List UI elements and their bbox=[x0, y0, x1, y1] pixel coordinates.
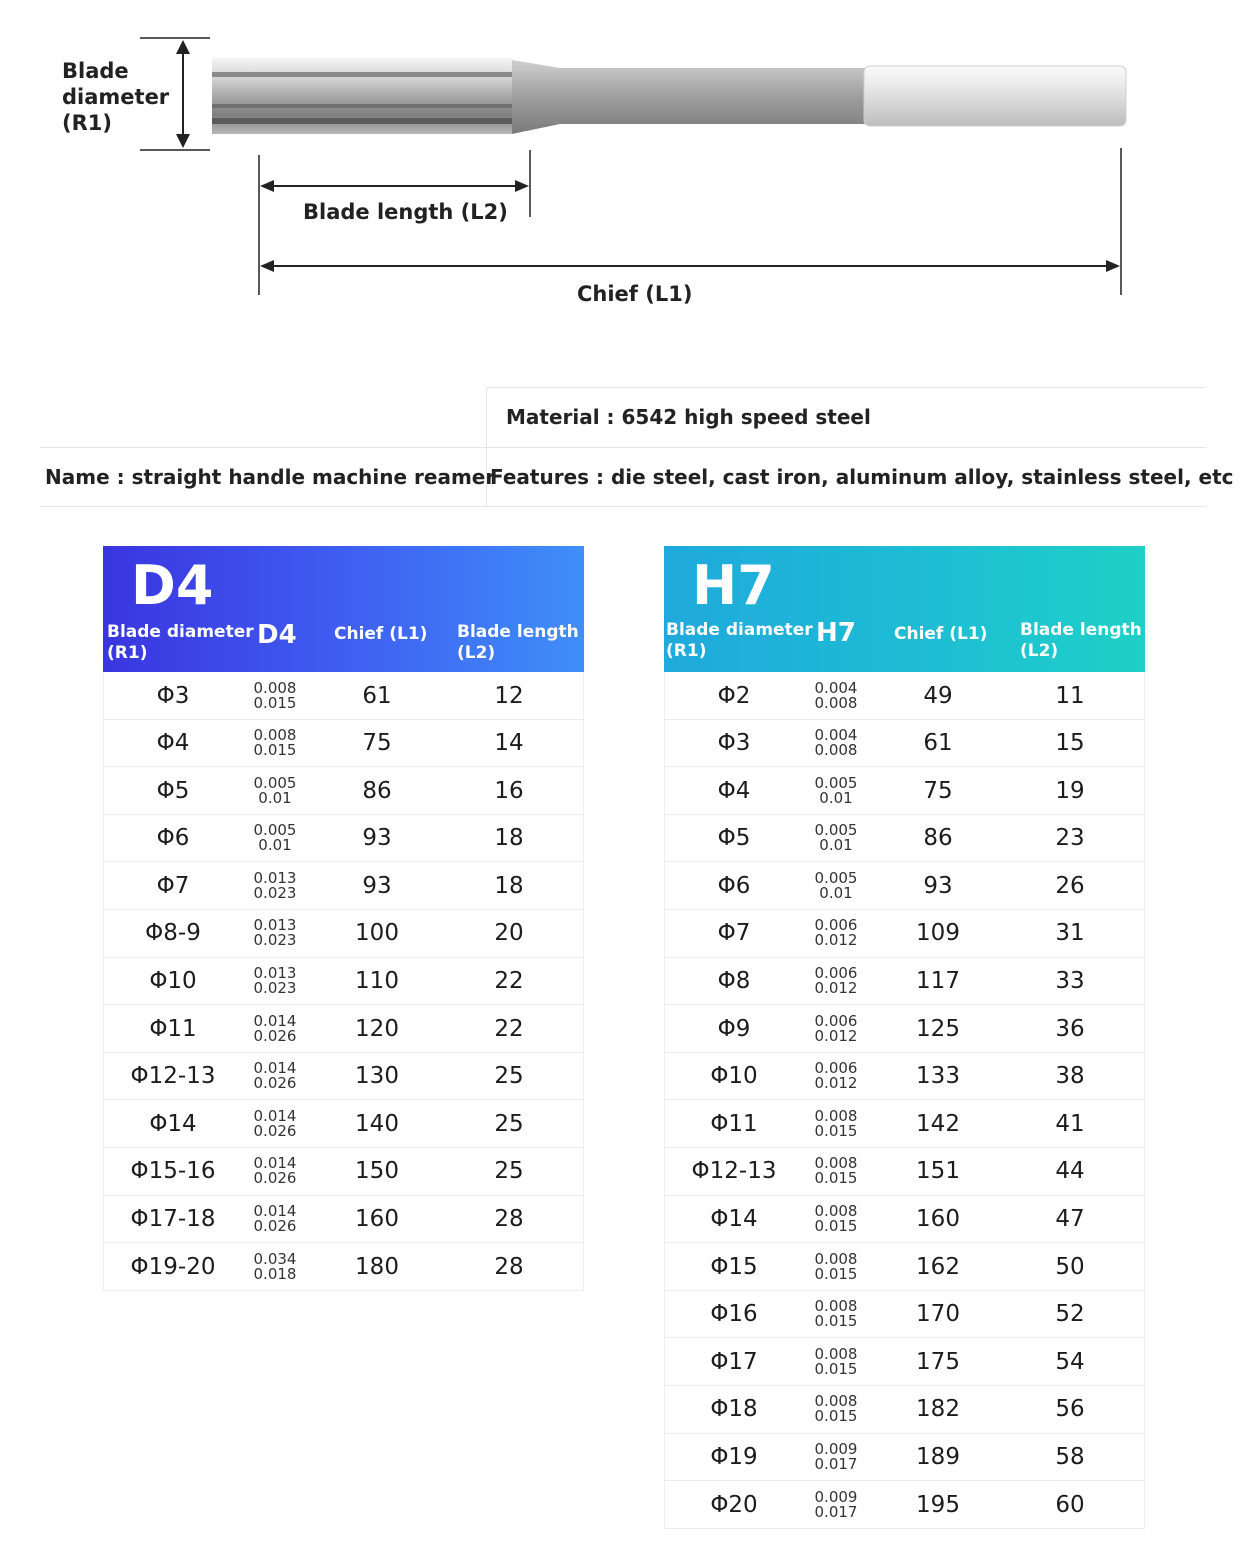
blade-diameter-label-line2: diameter bbox=[62, 85, 170, 109]
chief-length-cell: 142 bbox=[916, 1110, 960, 1137]
tolerance-upper: 0.006 bbox=[814, 1059, 858, 1078]
blade-length-cell: 47 bbox=[1055, 1206, 1085, 1233]
tolerance-cell bbox=[242, 862, 308, 909]
tolerance-upper: 0.014 bbox=[253, 1154, 297, 1173]
table-row bbox=[665, 1148, 1144, 1196]
chief-length-cell: 93 bbox=[362, 825, 392, 852]
diameter-cell: Φ3 bbox=[156, 682, 190, 709]
diameter-cell: Φ2 bbox=[717, 682, 751, 709]
tolerance-lower: 0.017 bbox=[814, 1455, 858, 1473]
tolerance-upper: 0.013 bbox=[253, 964, 297, 983]
tolerance-lower: 0.008 bbox=[814, 741, 858, 760]
diameter-cell: Φ15-16 bbox=[130, 1158, 216, 1185]
chief-length-label: Chief (L1) bbox=[577, 282, 693, 306]
blade-diameter-label bbox=[62, 58, 169, 136]
table-row bbox=[665, 1386, 1144, 1434]
chief-length-cell: 100 bbox=[355, 920, 399, 947]
diameter-cell: Φ12-13 bbox=[691, 1158, 777, 1185]
tolerance-upper: 0.008 bbox=[814, 1392, 858, 1411]
table-row bbox=[104, 672, 583, 720]
diameter-cell: Φ7 bbox=[156, 872, 190, 899]
table-row bbox=[104, 1005, 583, 1053]
diameter-cell: Φ20 bbox=[710, 1491, 758, 1518]
blade-length-cell: 38 bbox=[1055, 1063, 1085, 1090]
table-row bbox=[104, 862, 583, 910]
d4-header-blade-diameter-text: Blade diameter bbox=[107, 622, 254, 642]
chief-length-cell: 61 bbox=[923, 730, 953, 757]
table-row bbox=[104, 1148, 583, 1196]
chief-length-cell: 86 bbox=[923, 825, 953, 852]
h7-header-chief: Chief (L1) bbox=[894, 624, 988, 644]
tolerance-lower: 0.01 bbox=[258, 836, 292, 855]
tolerance-cell bbox=[242, 1005, 308, 1052]
blade-length-cell: 36 bbox=[1055, 1015, 1085, 1042]
blade-length-cell: 18 bbox=[494, 872, 524, 899]
table-row bbox=[665, 815, 1144, 863]
tolerance-upper: 0.004 bbox=[814, 726, 858, 745]
tolerance-cell bbox=[803, 1100, 869, 1147]
table-row bbox=[104, 1243, 583, 1291]
tolerance-upper: 0.006 bbox=[814, 964, 858, 983]
table-row bbox=[104, 815, 583, 863]
tolerance-lower: 0.015 bbox=[814, 1217, 858, 1236]
table-row bbox=[104, 1100, 583, 1148]
reamer-shank bbox=[864, 66, 1126, 126]
chief-length-cell: 130 bbox=[355, 1063, 399, 1090]
tolerance-upper: 0.014 bbox=[253, 1011, 297, 1030]
diameter-cell: Φ8-9 bbox=[145, 920, 201, 947]
tolerance-cell bbox=[242, 1053, 308, 1100]
tolerance-cell bbox=[803, 1148, 869, 1195]
blade-diameter-label-line1: Blade bbox=[62, 59, 129, 83]
d4-header-blade-diameter bbox=[107, 622, 254, 664]
tolerance-cell bbox=[803, 720, 869, 767]
diameter-cell: Φ17 bbox=[710, 1348, 758, 1375]
d4-header-chief: Chief (L1) bbox=[334, 624, 428, 644]
d4-header-blade-length-sub: (L2) bbox=[457, 643, 496, 663]
h7-header-blade-diameter bbox=[666, 620, 813, 662]
tolerance-cell bbox=[242, 720, 308, 767]
h7-header-blade-length-sub: (L2) bbox=[1020, 641, 1059, 661]
blade-length-cell: 41 bbox=[1055, 1110, 1085, 1137]
tolerance-cell bbox=[242, 767, 308, 814]
tolerance-lower: 0.015 bbox=[814, 1312, 858, 1331]
table-row bbox=[665, 720, 1144, 768]
name-info: Name : straight handle machine reamer bbox=[45, 465, 496, 489]
diameter-cell: Φ17-18 bbox=[130, 1206, 216, 1233]
diameter-cell: Φ11 bbox=[149, 1015, 197, 1042]
material-info: Material : 6542 high speed steel bbox=[506, 405, 871, 429]
table-row bbox=[665, 767, 1144, 815]
tolerance-cell bbox=[242, 672, 308, 719]
blade-length-cell: 15 bbox=[1055, 730, 1085, 757]
chief-length-cell: 175 bbox=[916, 1348, 960, 1375]
chief-length-cell: 160 bbox=[916, 1206, 960, 1233]
diameter-cell: Φ15 bbox=[710, 1253, 758, 1280]
tolerance-cell bbox=[803, 1386, 869, 1433]
product-info-table bbox=[40, 387, 1234, 507]
tolerance-cell bbox=[803, 815, 869, 862]
blade-length-cell: 26 bbox=[1055, 872, 1085, 899]
blade-length-cell: 58 bbox=[1055, 1444, 1085, 1470]
table-row bbox=[104, 1053, 583, 1101]
tolerance-upper: 0.006 bbox=[814, 1011, 858, 1030]
chief-length-cell: 160 bbox=[355, 1206, 399, 1233]
tolerance-cell bbox=[803, 1481, 869, 1528]
tolerance-upper: 0.005 bbox=[253, 773, 297, 792]
tolerance-lower: 0.01 bbox=[258, 788, 292, 807]
tolerance-upper: 0.005 bbox=[253, 821, 297, 840]
diameter-cell: Φ6 bbox=[717, 872, 751, 899]
tolerance-cell bbox=[803, 910, 869, 957]
chief-length-cell: 162 bbox=[916, 1253, 960, 1280]
diameter-cell: Φ3 bbox=[717, 730, 751, 757]
blade-length-cell: 14 bbox=[494, 730, 524, 757]
table-row bbox=[665, 1338, 1144, 1386]
blade-length-cell: 25 bbox=[494, 1110, 524, 1137]
blade-length-cell: 25 bbox=[494, 1063, 524, 1090]
tolerance-cell bbox=[803, 767, 869, 814]
table-row bbox=[665, 672, 1144, 720]
tolerance-lower: 0.026 bbox=[253, 1074, 297, 1093]
blade-length-cell: 54 bbox=[1055, 1348, 1085, 1375]
table-row bbox=[665, 1196, 1144, 1244]
blade-length-cell: 23 bbox=[1055, 825, 1085, 852]
table-row bbox=[665, 1100, 1144, 1148]
tolerance-upper: 0.008 bbox=[253, 678, 297, 697]
d4-table-header bbox=[103, 546, 584, 672]
blade-length-cell: 12 bbox=[494, 682, 524, 709]
chief-length-cell: 133 bbox=[916, 1063, 960, 1090]
tolerance-lower: 0.015 bbox=[814, 1121, 858, 1140]
tolerance-cell bbox=[242, 958, 308, 1005]
tolerance-lower: 0.015 bbox=[814, 1169, 858, 1188]
tolerance-lower: 0.026 bbox=[253, 1169, 297, 1188]
blade-length-cell: 28 bbox=[494, 1253, 524, 1280]
table-row bbox=[665, 958, 1144, 1006]
blade-length-cell: 11 bbox=[1055, 682, 1085, 709]
tolerance-upper: 0.005 bbox=[814, 821, 858, 840]
chief-length-cell: 75 bbox=[362, 730, 392, 757]
tolerance-upper: 0.013 bbox=[253, 868, 297, 887]
blade-length-cell: 25 bbox=[494, 1158, 524, 1185]
diameter-cell: Φ19 bbox=[710, 1444, 758, 1470]
chief-length-cell: 125 bbox=[916, 1015, 960, 1042]
tolerance-lower: 0.012 bbox=[814, 979, 858, 998]
tolerance-upper: 0.034 bbox=[253, 1249, 297, 1268]
tolerance-lower: 0.015 bbox=[253, 693, 297, 712]
reamer-neck bbox=[512, 60, 870, 134]
table-row bbox=[665, 910, 1144, 958]
tolerance-cell bbox=[803, 1434, 869, 1481]
table-row bbox=[104, 720, 583, 768]
blade-length-cell: 28 bbox=[494, 1206, 524, 1233]
d4-spec-table bbox=[103, 546, 584, 1291]
tolerance-lower: 0.023 bbox=[253, 931, 297, 950]
tolerance-lower: 0.01 bbox=[819, 836, 853, 855]
chief-length-cell: 93 bbox=[923, 872, 953, 899]
h7-table-header bbox=[664, 546, 1145, 672]
tolerance-lower: 0.015 bbox=[253, 741, 297, 760]
tolerance-lower: 0.012 bbox=[814, 931, 858, 950]
diameter-cell: Φ16 bbox=[710, 1301, 758, 1328]
h7-spec-table bbox=[664, 546, 1145, 1529]
tolerance-lower: 0.01 bbox=[819, 788, 853, 807]
tolerance-lower: 0.026 bbox=[253, 1121, 297, 1140]
tolerance-lower: 0.017 bbox=[814, 1502, 858, 1521]
tolerance-upper: 0.008 bbox=[814, 1154, 858, 1173]
tolerance-cell bbox=[803, 672, 869, 719]
diameter-cell: Φ9 bbox=[717, 1015, 751, 1042]
blade-length-cell: 31 bbox=[1055, 920, 1085, 947]
tolerance-lower: 0.015 bbox=[814, 1264, 858, 1283]
diameter-cell: Φ4 bbox=[717, 777, 751, 804]
diameter-cell: Φ5 bbox=[156, 777, 190, 804]
tolerance-upper: 0.006 bbox=[814, 916, 858, 935]
table-row bbox=[665, 862, 1144, 910]
tolerance-cell bbox=[803, 1196, 869, 1243]
chief-length-cell: 117 bbox=[916, 968, 960, 995]
blade-length-cell: 22 bbox=[494, 1015, 524, 1042]
tolerance-upper: 0.008 bbox=[814, 1249, 858, 1268]
tolerance-upper: 0.005 bbox=[814, 773, 858, 792]
h7-table-body bbox=[664, 672, 1145, 1529]
table-row bbox=[104, 958, 583, 1006]
tolerance-upper: 0.014 bbox=[253, 1106, 297, 1125]
d4-header-blade-diameter-sub: (R1) bbox=[107, 643, 148, 663]
diameter-cell: Φ11 bbox=[710, 1110, 758, 1137]
tolerance-lower: 0.023 bbox=[253, 979, 297, 998]
chief-length-cell: 150 bbox=[355, 1158, 399, 1185]
h7-header-grade: H7 bbox=[816, 618, 856, 648]
tolerance-cell bbox=[242, 1148, 308, 1195]
tolerance-upper: 0.008 bbox=[253, 726, 297, 745]
tolerance-cell bbox=[803, 1291, 869, 1338]
tolerance-upper: 0.013 bbox=[253, 916, 297, 935]
diameter-cell: Φ4 bbox=[156, 730, 190, 757]
blade-diameter-label-line3: (R1) bbox=[62, 111, 112, 135]
tolerance-upper: 0.005 bbox=[814, 868, 858, 887]
tolerance-upper: 0.014 bbox=[253, 1202, 297, 1221]
tolerance-upper: 0.008 bbox=[814, 1202, 858, 1221]
table-row bbox=[665, 1005, 1144, 1053]
blade-length-cell: 18 bbox=[494, 825, 524, 852]
tolerance-upper: 0.008 bbox=[814, 1297, 858, 1316]
diameter-cell: Φ14 bbox=[710, 1206, 758, 1233]
reamer-dimension-diagram bbox=[0, 0, 1247, 340]
chief-length-cell: 182 bbox=[916, 1396, 960, 1423]
diameter-cell: Φ5 bbox=[717, 825, 751, 852]
blade-length-cell: 56 bbox=[1055, 1396, 1085, 1423]
blade-length-label: Blade length (L2) bbox=[303, 200, 508, 224]
tolerance-cell bbox=[803, 862, 869, 909]
blade-length-cell: 50 bbox=[1055, 1253, 1085, 1280]
table-row bbox=[665, 1053, 1144, 1101]
chief-length-cell: 75 bbox=[923, 777, 953, 804]
diameter-cell: Φ18 bbox=[710, 1396, 758, 1423]
blade-length-cell: 60 bbox=[1055, 1491, 1085, 1518]
tolerance-cell bbox=[242, 910, 308, 957]
tolerance-cell bbox=[803, 1338, 869, 1385]
h7-header-blade-length bbox=[1020, 620, 1142, 662]
tolerance-upper: 0.008 bbox=[814, 1106, 858, 1125]
tolerance-cell bbox=[242, 1100, 308, 1147]
blade-length-cell: 52 bbox=[1055, 1301, 1085, 1328]
chief-length-cell: 189 bbox=[916, 1444, 960, 1470]
tolerance-cell bbox=[803, 1243, 869, 1290]
table-row bbox=[665, 1481, 1144, 1529]
d4-header-blade-length-text: Blade length bbox=[457, 622, 579, 642]
blade-length-cell: 20 bbox=[494, 920, 524, 947]
table-row bbox=[665, 1291, 1144, 1339]
d4-table-title: D4 bbox=[131, 554, 214, 617]
tolerance-cell bbox=[242, 1196, 308, 1243]
table-row bbox=[665, 1243, 1144, 1291]
tolerance-lower: 0.015 bbox=[814, 1407, 858, 1426]
diameter-cell: Φ8 bbox=[717, 968, 751, 995]
tolerance-cell bbox=[803, 1053, 869, 1100]
tolerance-cell bbox=[242, 1243, 308, 1290]
tolerance-upper: 0.009 bbox=[814, 1440, 858, 1458]
diameter-cell: Φ14 bbox=[149, 1110, 197, 1137]
h7-header-blade-diameter-sub: (R1) bbox=[666, 641, 707, 661]
tolerance-cell bbox=[803, 958, 869, 1005]
table-row bbox=[665, 1434, 1144, 1482]
tolerance-lower: 0.01 bbox=[819, 883, 853, 902]
h7-header-blade-length-text: Blade length bbox=[1020, 620, 1142, 640]
d4-header-grade: D4 bbox=[257, 620, 297, 650]
h7-header-blade-diameter-text: Blade diameter bbox=[666, 620, 813, 640]
tolerance-lower: 0.015 bbox=[814, 1359, 858, 1378]
chief-length-cell: 195 bbox=[916, 1491, 960, 1518]
diameter-cell: Φ7 bbox=[717, 920, 751, 947]
diameter-cell: Φ12-13 bbox=[130, 1063, 216, 1090]
tolerance-upper: 0.004 bbox=[814, 678, 858, 697]
tolerance-cell bbox=[242, 815, 308, 862]
diameter-cell: Φ19-20 bbox=[130, 1253, 216, 1280]
tolerance-upper: 0.008 bbox=[814, 1344, 858, 1363]
diameter-cell: Φ10 bbox=[149, 968, 197, 995]
features-info: Features : die steel, cast iron, aluminum alloy, stainless steel, etc bbox=[490, 465, 1234, 489]
table-row bbox=[104, 910, 583, 958]
tolerance-lower: 0.012 bbox=[814, 1074, 858, 1093]
d4-header-blade-length bbox=[457, 622, 579, 664]
blade-length-cell: 33 bbox=[1055, 968, 1085, 995]
chief-length-cell: 93 bbox=[362, 872, 392, 899]
chief-length-cell: 61 bbox=[362, 682, 392, 709]
diameter-cell: Φ6 bbox=[156, 825, 190, 852]
blade-length-cell: 19 bbox=[1055, 777, 1085, 804]
blade-length-cell: 16 bbox=[494, 777, 524, 804]
chief-length-cell: 151 bbox=[916, 1158, 960, 1185]
chief-length-cell: 120 bbox=[355, 1015, 399, 1042]
blade-length-cell: 22 bbox=[494, 968, 524, 995]
chief-length-cell: 49 bbox=[923, 682, 953, 709]
table-row bbox=[104, 1196, 583, 1244]
d4-table-body bbox=[103, 672, 584, 1291]
tolerance-lower: 0.008 bbox=[814, 693, 858, 712]
tolerance-upper: 0.009 bbox=[814, 1487, 858, 1506]
tolerance-lower: 0.012 bbox=[814, 1026, 858, 1045]
chief-length-cell: 110 bbox=[355, 968, 399, 995]
chief-length-cell: 180 bbox=[355, 1253, 399, 1280]
tolerance-lower: 0.018 bbox=[253, 1264, 297, 1283]
tolerance-lower: 0.026 bbox=[253, 1217, 297, 1236]
blade-length-cell: 44 bbox=[1055, 1158, 1085, 1185]
tolerance-cell bbox=[803, 1005, 869, 1052]
tolerance-upper: 0.014 bbox=[253, 1059, 297, 1078]
h7-table-title: H7 bbox=[692, 554, 775, 617]
chief-length-cell: 86 bbox=[362, 777, 392, 804]
diameter-cell: Φ10 bbox=[710, 1063, 758, 1090]
chief-length-cell: 170 bbox=[916, 1301, 960, 1328]
tolerance-lower: 0.026 bbox=[253, 1026, 297, 1045]
tolerance-lower: 0.023 bbox=[253, 883, 297, 902]
table-row bbox=[104, 767, 583, 815]
chief-length-cell: 140 bbox=[355, 1110, 399, 1137]
chief-length-cell: 109 bbox=[916, 920, 960, 947]
